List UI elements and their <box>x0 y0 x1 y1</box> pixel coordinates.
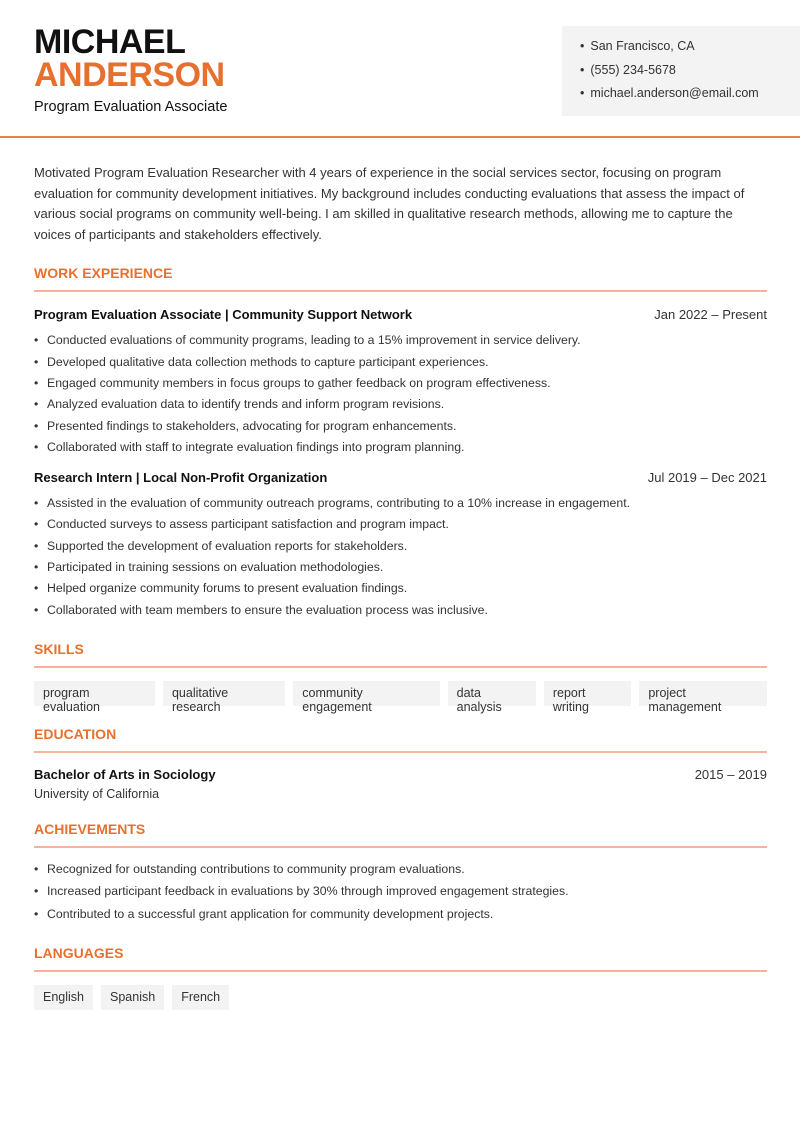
job-title: Program Evaluation Associate <box>34 99 228 115</box>
school: University of California <box>34 786 160 801</box>
job-bullets <box>34 493 767 621</box>
job-bullets <box>34 330 767 458</box>
language-tag: French <box>172 985 229 1010</box>
achievement-item: • Contributed to a successful grant application for community development projects. <box>34 903 767 926</box>
skills-section <box>34 640 767 714</box>
bullet-item: • Collaborated with team members to ensure the evaluation process was inclusive. <box>34 600 767 621</box>
last-name: ANDERSON <box>34 56 225 94</box>
bullet-item: • Developed qualitative data collection methods to capture participant experiences. <box>34 352 767 373</box>
job-dates: Jul 2019 – Dec 2021 <box>647 470 767 486</box>
resume-body <box>34 163 767 1010</box>
achievements-section <box>34 821 767 926</box>
bullet-item: • Collaborated with staff to integrate evaluation findings into program planning. <box>34 437 767 458</box>
language-tag: Spanish <box>101 985 164 1010</box>
contact-box <box>562 26 800 116</box>
summary: Motivated Program Evaluation Researcher with 4 years of experience in the social services sector, focusing on program evaluation for community development initiatives. My background includes conducting evaluations that assess the impact of various social programs on community well-being. I am skilled in qualitative research methods, allowing me to capture the voices of participants and stakeholders effectively. <box>34 165 745 242</box>
contact-phone: • (555) 234-5678 <box>580 62 800 86</box>
bullet-item: • Conducted surveys to assess participant satisfaction and program impact. <box>34 514 767 535</box>
skill-tag: data analysis <box>448 681 536 706</box>
skill-tag: community engagement <box>293 681 439 706</box>
languages-section <box>34 945 767 1010</box>
contact-email[interactable]: • michael.anderson@email.com <box>580 85 800 109</box>
bullet-item: • Participated in training sessions on evaluation methodologies. <box>34 557 767 578</box>
bullet-item: • Assisted in the evaluation of community outreach programs, contributing to a 10% increase in engagement. <box>34 493 767 514</box>
job-dates: Jan 2022 – Present <box>654 307 767 323</box>
bullet-item: • Conducted evaluations of community programs, leading to a 15% improvement in service delivery. <box>34 330 767 351</box>
bullet-item: • Engaged community members in focus groups to gather feedback on program effectiveness. <box>34 373 767 394</box>
job-title: Program Evaluation Associate | Community Support Network <box>34 307 413 323</box>
job-header <box>34 307 767 322</box>
resume-header <box>0 0 800 138</box>
job-title: Research Intern | Local Non-Profit Organization <box>34 470 328 486</box>
skill-tag: qualitative research <box>163 681 285 706</box>
section-heading: EDUCATION <box>34 726 767 753</box>
skill-tag: report writing <box>544 681 632 706</box>
section-heading: LANGUAGES <box>34 945 767 972</box>
education-dates: 2015 – 2019 <box>694 766 767 782</box>
education-section <box>34 726 767 801</box>
section-heading: WORK EXPERIENCE <box>34 265 767 292</box>
section-heading: SKILLS <box>34 641 767 668</box>
achievement-item: • Recognized for outstanding contributions to community program evaluations. <box>34 858 767 881</box>
job-header <box>34 470 767 485</box>
first-name: MICHAEL <box>34 23 186 61</box>
language-tag: English <box>34 985 93 1010</box>
work-experience-section <box>34 265 767 621</box>
bullet-item: • Helped organize community forums to present evaluation findings. <box>34 578 767 599</box>
skill-tag: project management <box>639 681 767 706</box>
degree: Bachelor of Arts in Sociology <box>34 766 216 782</box>
skill-tag: program evaluation <box>34 681 155 706</box>
contact-location: • San Francisco, CA <box>580 38 800 62</box>
bullet-item: • Analyzed evaluation data to identify trends and inform program revisions. <box>34 394 767 415</box>
bullet-item: • Presented findings to stakeholders, advocating for program enhancements. <box>34 416 767 437</box>
section-heading: ACHIEVEMENTS <box>34 821 767 848</box>
achievement-item: • Increased participant feedback in evaluations by 30% through improved engagement strategies. <box>34 880 767 903</box>
bullet-item: • Supported the development of evaluation reports for stakeholders. <box>34 536 767 557</box>
